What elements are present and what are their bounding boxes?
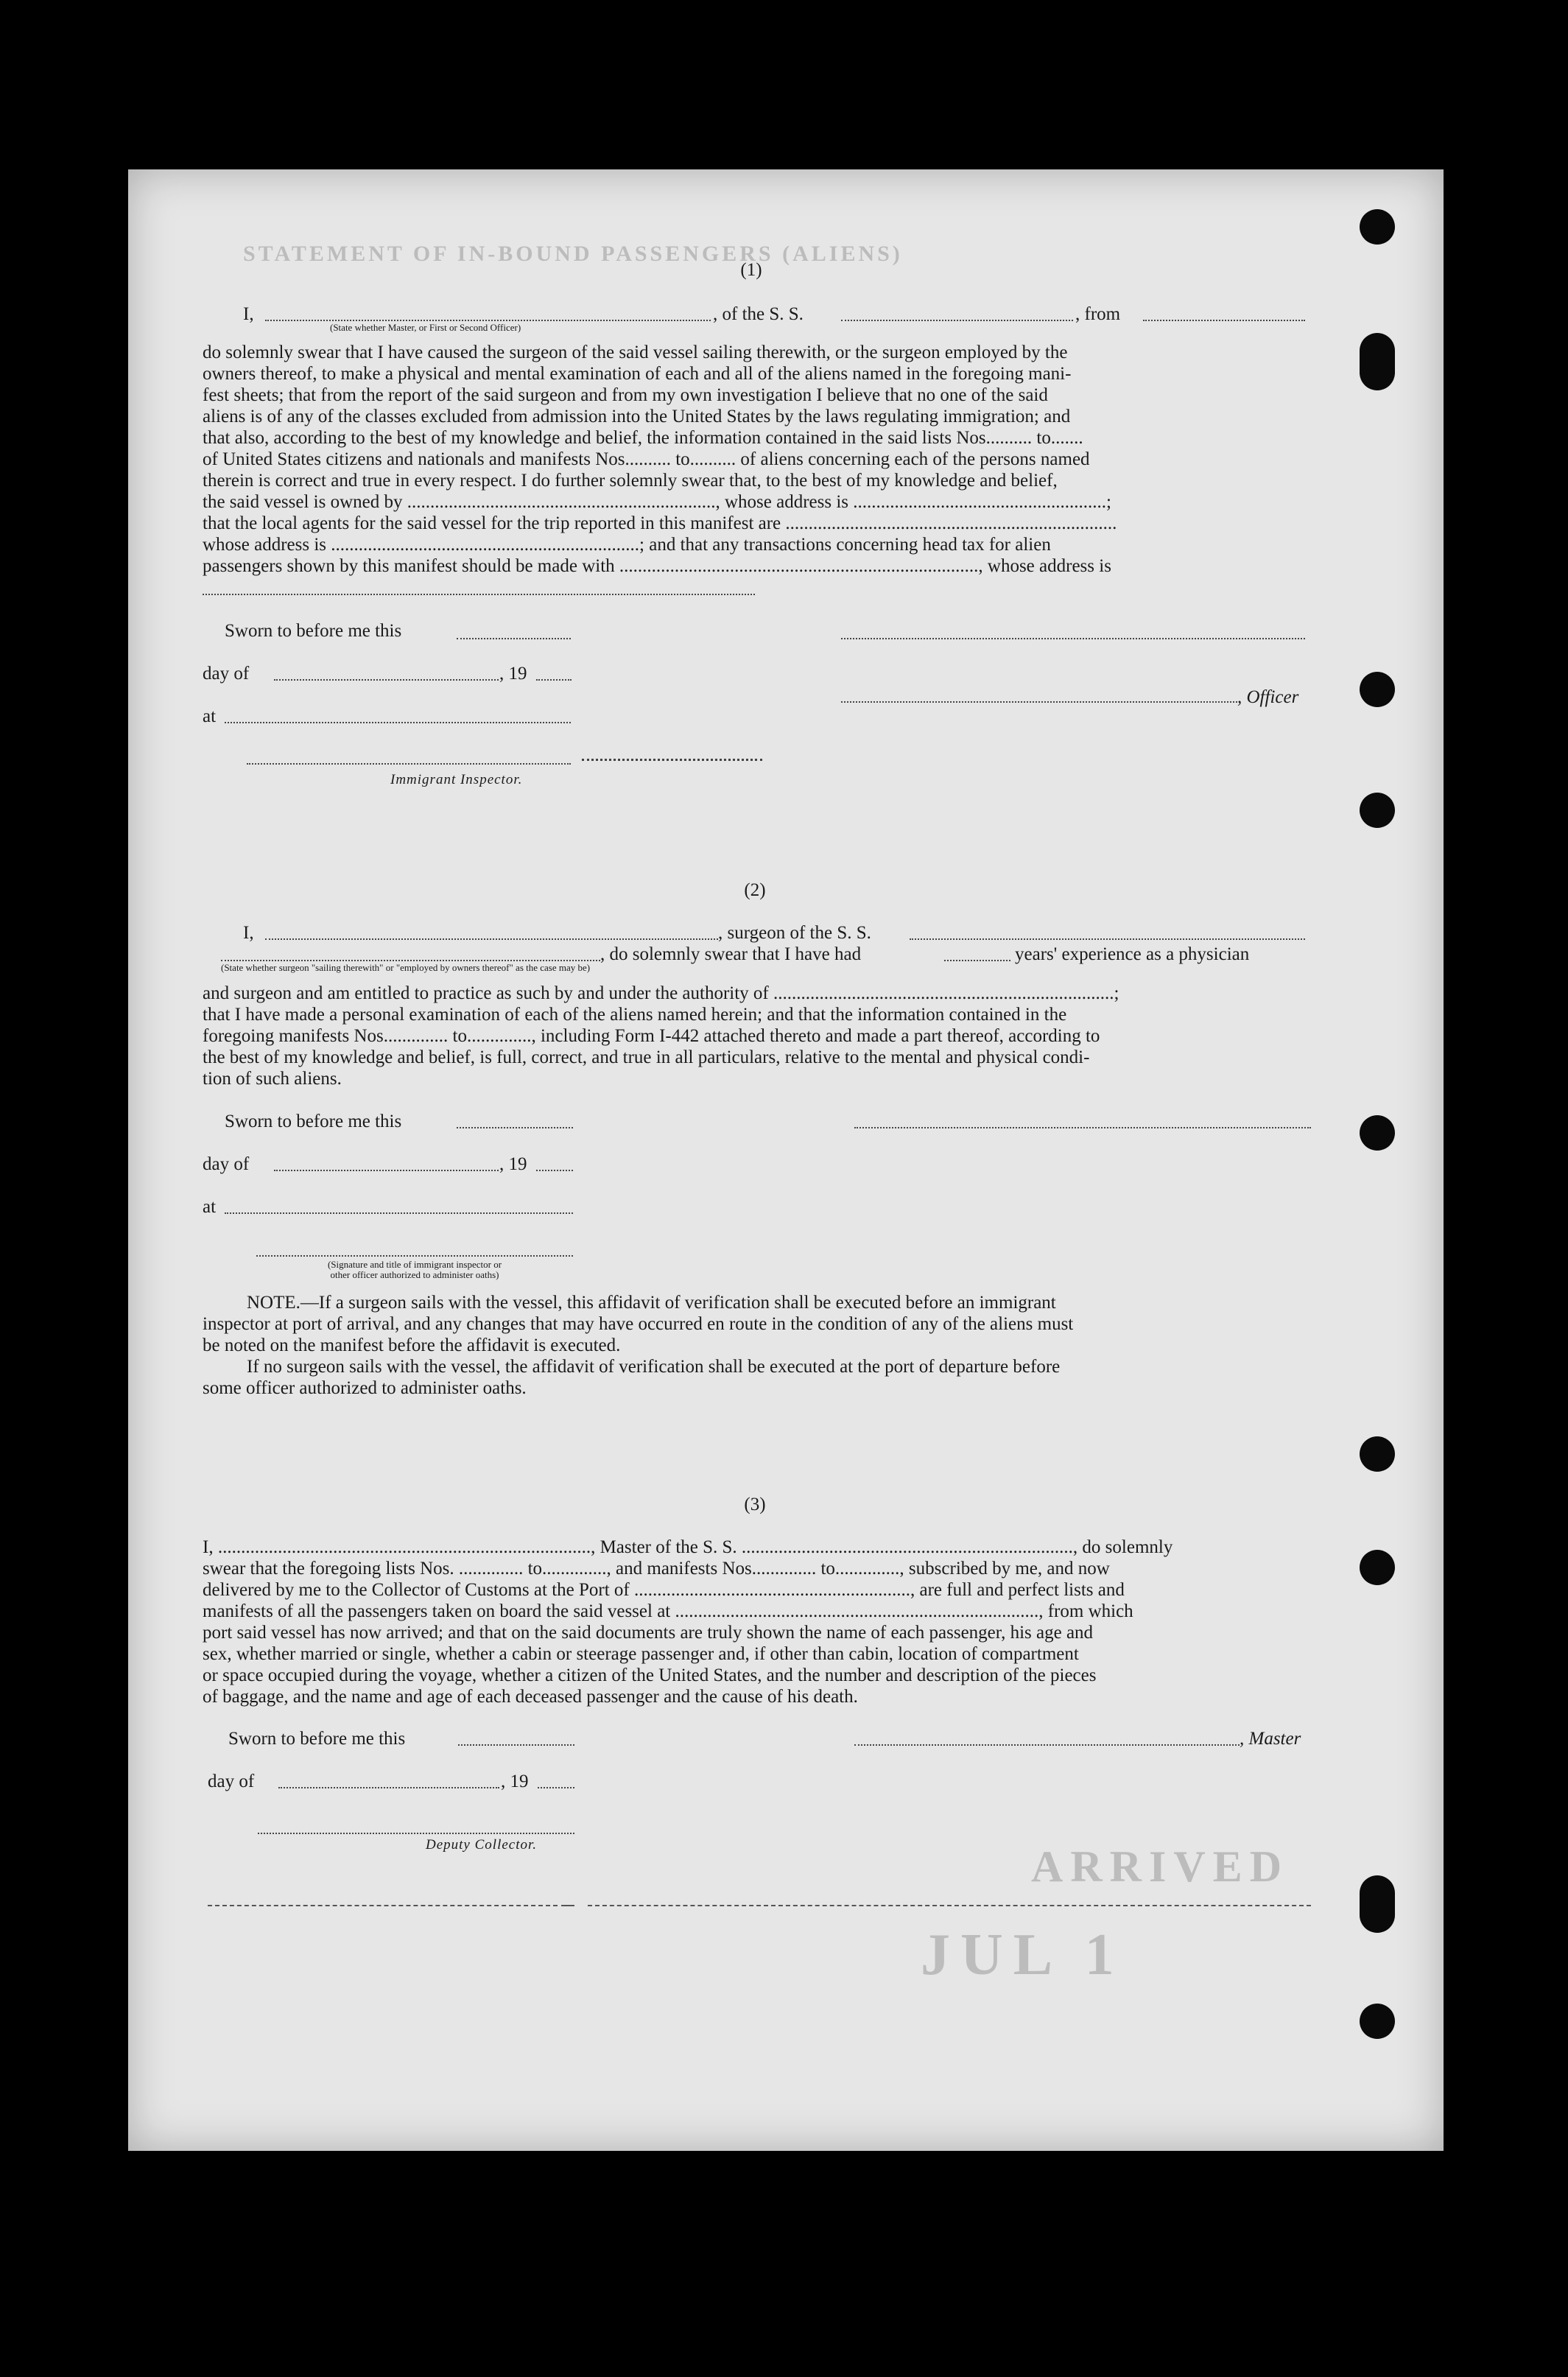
signature-line	[841, 638, 1305, 639]
paragraph-line: the best of my knowledge and belief, is full, correct, and true in all particulars, relative to the mental and physical condi-	[203, 1047, 1090, 1067]
fill-line	[458, 1744, 574, 1746]
officer-label: , Officer	[1237, 687, 1299, 707]
inspector-caption: Immigrant Inspector.	[390, 772, 523, 787]
paragraph-line: therein is correct and true in every respect. I do further solemnly swear that, to the best of my knowledge and belief,	[203, 471, 1058, 491]
signature-caption: other officer authorized to administer oaths)	[330, 1269, 499, 1280]
sworn-label: Sworn to before me this	[225, 621, 402, 641]
signature-line	[256, 1255, 573, 1257]
paragraph-line: foregoing manifests Nos.............. to.............., including Form I-442 attached thereto and made a part thereof, according to	[203, 1026, 1100, 1046]
punch-hole	[1360, 333, 1395, 390]
fill-line	[274, 679, 499, 681]
paragraph-line: I, ................................................................................., Master of the S. S. ........................................................................, do solemnly	[203, 1537, 1173, 1557]
fill-line	[265, 938, 718, 940]
paragraph-line: sex, whether married or single, whether a cabin or steerage passenger and, if other than cabin, location of compartment	[203, 1644, 1079, 1664]
years-label: years' experience as a physician	[1015, 944, 1250, 964]
fill-line	[221, 960, 600, 961]
note-line: If no surgeon sails with the vessel, the affidavit of verification shall be executed at the port of departure before	[247, 1357, 1061, 1377]
sworn-label: Sworn to before me this	[228, 1729, 406, 1749]
paragraph-line: owners thereof, to make a physical and mental examination of each and all of the aliens named in the foregoing mani-	[203, 364, 1072, 384]
section-number: (2)	[744, 880, 766, 900]
punch-hole	[1360, 793, 1395, 828]
signature-caption: (Signature and title of immigrant inspector or	[327, 1259, 502, 1270]
fill-line	[536, 679, 572, 681]
bottom-rule	[588, 1905, 1311, 1906]
punch-hole	[1360, 1875, 1395, 1933]
field-caption: (State whether Master, or First or Second Officer)	[330, 322, 521, 333]
year-label: , 19	[499, 1154, 527, 1174]
swear-label: , do solemnly swear that I have had	[600, 944, 862, 964]
signature-line	[247, 763, 571, 765]
year-label: , 19	[499, 664, 527, 684]
fill-line	[944, 960, 1010, 961]
paragraph-line: that the local agents for the said vessel for the trip reported in this manifest are ........................................................................	[203, 513, 1117, 533]
field-caption: (State whether surgeon "sailing therewith" or "employed by owners thereof" as the case may be)	[221, 962, 591, 973]
punch-hole	[1360, 209, 1395, 245]
deputy-collector-caption: Deputy Collector.	[426, 1837, 538, 1853]
fill-line	[457, 638, 571, 639]
fill-line	[265, 320, 711, 321]
fill-line	[203, 594, 755, 595]
paragraph-line: of United States citizens and nationals and manifests Nos.......... to.......... of aliens concerning each of the persons named	[203, 449, 1090, 469]
punch-hole	[1360, 672, 1395, 707]
section-number: (3)	[744, 1495, 766, 1514]
note-line: inspector at port of arrival, and any changes that may have occurred en route in the condition of any of the aliens must	[203, 1314, 1074, 1334]
at-label: at	[203, 1197, 217, 1217]
fill-line	[278, 1787, 499, 1788]
paragraph-line: aliens is of any of the classes excluded from admission into the United States by the laws regulating immigration; and	[203, 407, 1071, 426]
paragraph-line: do solemnly swear that I have caused the surgeon of the said vessel sailing therewith, or the surgeon employed by the	[203, 343, 1068, 362]
paragraph-line: whose address is ...................................................................; and that any transactions concerning head tax for alien	[203, 535, 1051, 555]
fill-line	[457, 1127, 573, 1128]
of-the-ss-label: , of the S. S.	[713, 304, 804, 324]
day-of-label: day of	[203, 664, 250, 684]
paragraph-line: port said vessel has now arrived; and that on the said documents are truly shown the name of each passenger, his age and	[203, 1623, 1094, 1643]
signature-line	[841, 701, 1237, 703]
surgeon-of-label: , surgeon of the S. S.	[718, 923, 871, 943]
signature-line	[854, 1744, 1240, 1746]
paragraph-line: passengers shown by this manifest should be made with .............................................................................., whose address is	[203, 556, 1111, 576]
day-of-label: day of	[203, 1154, 250, 1174]
master-label: , Master	[1240, 1729, 1301, 1749]
paragraph-line: fest sheets; that from the report of the said surgeon and from my own investigation I believe that no one of the said	[203, 385, 1048, 405]
note-line: NOTE.—If a surgeon sails with the vessel, this affidavit of verification shall be executed before an immigrant	[247, 1293, 1056, 1313]
bleed-through-stamp: ARRIVED	[1031, 1842, 1290, 1891]
oath-i: I,	[243, 923, 254, 943]
fill-line	[910, 938, 1305, 940]
note-line: some officer authorized to administer oaths.	[203, 1378, 527, 1398]
paragraph-line: or space occupied during the voyage, whether a citizen of the United States, and the number and description of the pieces	[203, 1665, 1097, 1685]
note-line: be noted on the manifest before the affidavit is executed.	[203, 1335, 621, 1355]
fill-line	[582, 759, 762, 761]
fill-line	[841, 320, 1073, 321]
punch-hole	[1360, 1550, 1395, 1585]
day-of-label: day of	[208, 1772, 255, 1791]
fill-line	[274, 1170, 499, 1171]
paragraph-line: delivered by me to the Collector of Customs at the Port of ............................................................, are full and perfect lists and	[203, 1580, 1125, 1600]
paragraph-line: the said vessel is owned by ..................................................................., whose address is .......................................................;	[203, 492, 1111, 512]
signature-line	[854, 1127, 1311, 1128]
paragraph-line: manifests of all the passengers taken on board the said vessel at ..............................................................................., from which	[203, 1601, 1133, 1621]
fill-line	[225, 1212, 573, 1214]
paragraph-line: and surgeon and am entitled to practice as such by and under the authority of ..........................................................................;	[203, 983, 1119, 1003]
year-label: , 19	[501, 1772, 529, 1791]
paragraph-line: of baggage, and the name and age of each deceased passenger and the cause of his death.	[203, 1687, 858, 1707]
fill-line	[225, 722, 571, 723]
from-label: , from	[1075, 304, 1121, 324]
fill-line	[538, 1787, 574, 1788]
fill-line	[1143, 320, 1305, 321]
oath-i: I,	[243, 304, 254, 324]
section-number: (1)	[740, 260, 762, 280]
punch-hole	[1360, 1115, 1395, 1151]
paragraph-line: tion of such aliens.	[203, 1069, 342, 1089]
paragraph-line: swear that the foregoing lists Nos. .............. to.............., and manifests Nos.............. to.............., subscribed by me, and now	[203, 1559, 1110, 1579]
punch-hole	[1360, 1436, 1395, 1472]
bleed-through-header: STATEMENT OF IN-BOUND PASSENGERS (ALIENS)	[243, 242, 903, 266]
bottom-rule	[208, 1905, 558, 1906]
paragraph-line: that I have made a personal examination of each of the aliens named herein; and that the information contained in the	[203, 1005, 1067, 1025]
paragraph-line: that also, according to the best of my knowledge and belief, the information contained in the said lists Nos.......... to.......	[203, 428, 1083, 448]
sworn-label: Sworn to before me this	[225, 1112, 402, 1131]
at-label: at	[203, 706, 217, 726]
punch-hole	[1360, 2004, 1395, 2039]
fill-line	[536, 1170, 573, 1171]
bottom-rule	[561, 1905, 574, 1906]
bleed-through-stamp-date: JUL 1	[921, 1923, 1125, 1987]
